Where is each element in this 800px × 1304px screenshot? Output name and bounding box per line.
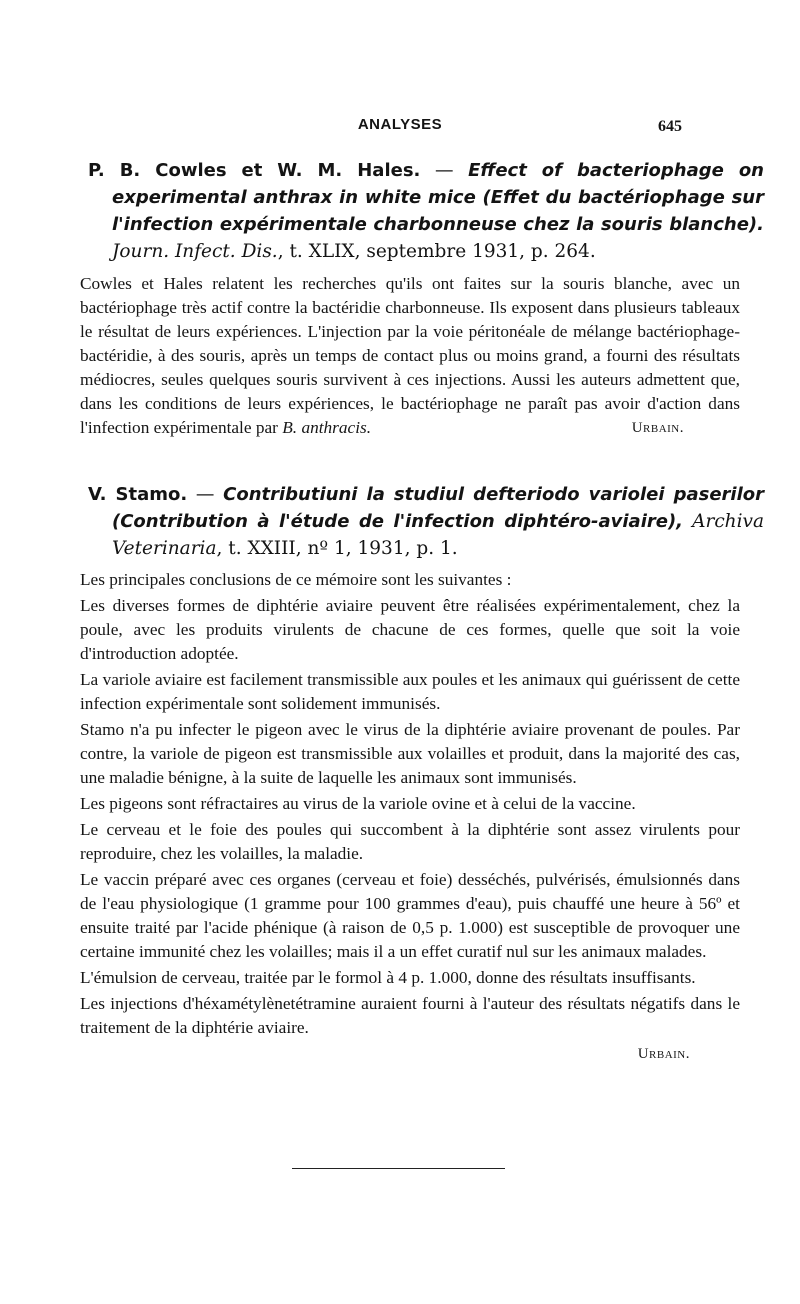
entry-1-title: Effect of bacteriophage on experimental anthrax in white mice (Effet du bactériophage sur l'infection expérimentale charbonneuse chez la souris blanche).: [112, 160, 764, 235]
entry-2-citation: , t. XXIII, nº 1, 1931, p. 1.: [216, 538, 458, 559]
entry-2-paragraph-1: Les principales conclusions de ce mémoire sont les suivantes :: [80, 570, 512, 589]
entry-1-author: P. B. Cowles et W. M. Hales.: [88, 160, 421, 181]
entry-2-author: V. Stamo.: [88, 484, 188, 505]
entry-1-species: B. anthracis.: [282, 418, 372, 437]
entry-2-paragraph-7: Le vaccin préparé avec ces organes (cerveau et foie) desséchés, pulvérisés, émulsionnés dans de l'eau physiologique (1 gramme pour 100 grammes d'eau), puis chauffé une heure à 56º et ensuite traité par l'acide phénique (à raison de 0,5 p. 1.000) est susceptible de provoquer une certaine immunité chez les volailles; mais il a un effet curatif nul sur les animaux malades.: [80, 870, 740, 961]
entry-2-paragraph-9: Les injections d'héxamétylènetétramine auraient fourni à l'auteur des résultats négatifs dans le traitement de la diphtérie aviaire.: [80, 994, 740, 1037]
running-title: ANALYSES: [357, 116, 443, 133]
entry-2-paragraph-2: Les diverses formes de diphtérie aviaire peuvent être réalisées expérimentalement, chez la poule, avec les produits virulents de chacune de ces formes, quelle que soit la voie d'introduction adoptée.: [80, 596, 740, 663]
entry-2-paragraph-3: La variole aviaire est facilement transmissible aux poules et les animaux qui guérissent de cette infection expérimentale sont solidement immunisés.: [80, 670, 740, 713]
running-head: [0, 116, 800, 140]
entry-2-paragraph-6: Le cerveau et le foie des poules qui succombent à la diphtérie sont assez virulents pour reproduire, chez les volailles, la maladie.: [80, 820, 740, 863]
entry-2-journal: Archiva Veterinaria: [112, 511, 764, 559]
entry-2-body: [80, 568, 740, 1066]
entry-1-dash: —: [420, 160, 469, 181]
entry-2-heading: [88, 481, 764, 562]
entry-2-title: Contributiuni la studiul defteriodo variolei paserilor (Contribution à l'étude de l'infection diphtéro-aviaire),: [112, 484, 765, 532]
entry-2-paragraph-5: Les pigeons sont réfractaires au virus de la variole ovine et à celui de la vaccine.: [80, 794, 636, 813]
entry-1-citation: , t. XLIX, septembre 1931, p. 264.: [277, 241, 596, 262]
end-rule: [292, 1168, 505, 1169]
entry-2-dash: —: [187, 484, 224, 505]
entry-2-paragraph-8: L'émulsion de cerveau, traitée par le formol à 4 p. 1.000, donne des résultats insuffisants.: [80, 968, 696, 987]
entry-2-signature: Urbain.: [637, 1046, 690, 1062]
entry-1-paragraph: Cowles et Hales relatent les recherches qu'ils ont faites sur la souris blanche, avec un bactériophage très actif contre la bactéridie charbonneuse. Ils exposent dans plusieurs tableaux le résultat de leurs expériences. L'injection par la voie péritonéale de mélange bactériophage-bactéridie, à des souris, après un temps de contact plus ou moins grand, a fourni des résultats médiocres, seules quelques souris survivent à ces injections. Aussi les auteurs admettent que, dans les conditions de leurs expériences, le bactériophage ne paraît pas avoir d'action dans l'infection expérimentale par B. anthracis. Urbain.: [80, 272, 740, 440]
entry-2-paragraph-4: Stamo n'a pu infecter le pigeon avec le virus de la diphtérie aviaire provenant de poules. Par contre, la variole de pigeon est transmissible aux volailles et produit, dans la majorité des cas, une maladie bénigne, à la suite de laquelle les animaux sont immunisés.: [80, 720, 740, 787]
entry-1-body: [80, 272, 740, 442]
entry-1-journal: Journ. Infect. Dis.: [112, 241, 278, 262]
page-number: 645: [658, 118, 682, 135]
entry-1-heading: [88, 157, 764, 265]
entry-1-signature: Urbain.: [631, 420, 684, 436]
